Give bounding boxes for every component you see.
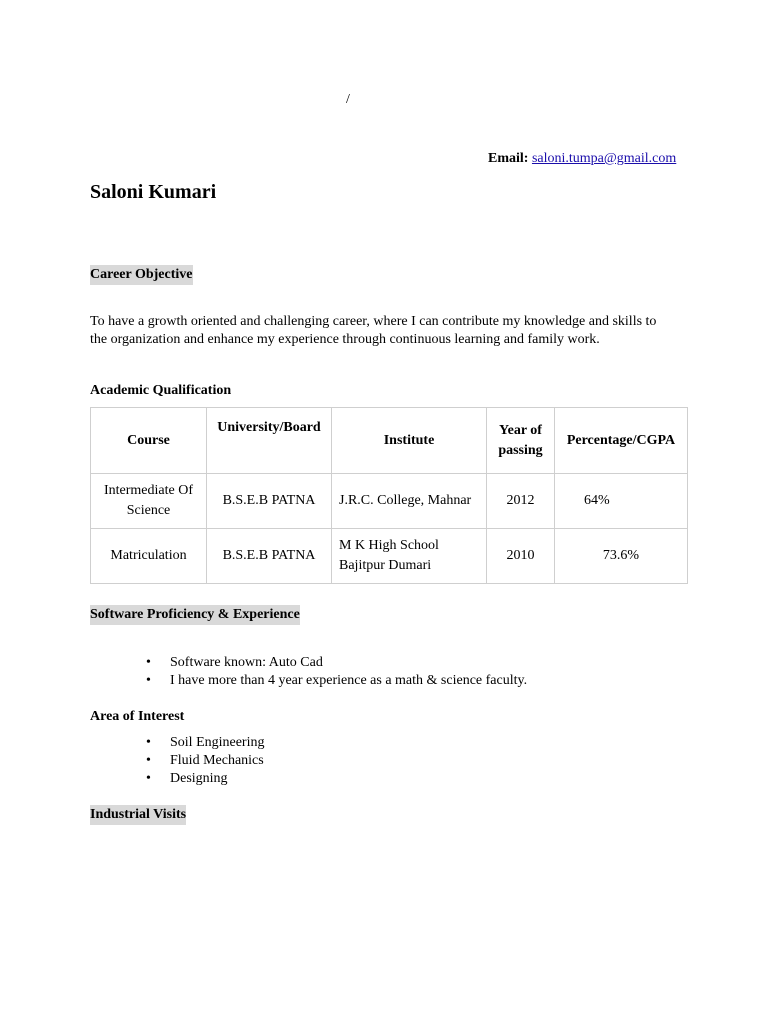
cell-percentage: 73.6% [555, 529, 688, 584]
list-item-text: I have more than 4 year experience as a math & science faculty. [170, 673, 528, 688]
list-item [146, 752, 546, 770]
career-objective-text: To have a growth oriented and challenging career, where I can contribute my knowledge and skills to the organization and enhance my experience through continuous learning and family work. [90, 314, 657, 347]
table-row [91, 474, 688, 529]
software-list [146, 654, 706, 690]
list-item [146, 770, 546, 788]
cell-institute [332, 474, 487, 529]
bullet-icon: • [146, 673, 151, 688]
email-label: Email: [488, 151, 529, 166]
career-objective-heading: Career Objective [90, 265, 193, 285]
list-item-text: Software known: Auto Cad [170, 655, 323, 670]
cell-percentage: 64% [555, 474, 688, 529]
cell-course: Intermediate Of Science [91, 474, 207, 529]
interest-list [146, 734, 546, 788]
area-of-interest-heading: Area of Interest [90, 709, 185, 724]
column-header-course: Course [91, 408, 207, 474]
list-item-text: Soil Engineering [170, 735, 265, 750]
cell-institute [332, 529, 487, 584]
email-link[interactable]: saloni.tumpa@gmail.com [531, 151, 677, 166]
list-item [146, 734, 546, 752]
list-item-text: Designing [170, 771, 228, 786]
header-slash: / [346, 92, 350, 107]
bullet-icon: • [146, 655, 151, 670]
industrial-visits-heading: Industrial Visits [90, 805, 186, 825]
academic-table [90, 407, 688, 584]
table-row [91, 529, 688, 584]
cell-university: B.S.E.B PATNA [207, 474, 332, 529]
academic-qualification-heading: Academic Qualification [90, 383, 232, 398]
column-header-year: Year of passing [487, 408, 555, 474]
contact-email [488, 151, 676, 167]
table-header-row [91, 408, 688, 474]
cell-university: B.S.E.B PATNA [207, 529, 332, 584]
cell-year: 2012 [487, 474, 555, 529]
list-item [146, 654, 706, 672]
cell-institute-text: J.R.C. College, Mahnar [339, 493, 472, 508]
column-header-percentage: Percentage/CGPA [555, 408, 688, 474]
candidate-name: Saloni Kumari [90, 181, 217, 203]
column-header-university: University/Board [207, 408, 332, 474]
bullet-icon: • [146, 753, 151, 768]
software-heading: Software Proficiency & Experience [90, 605, 300, 625]
cell-course: Matriculation [91, 529, 207, 584]
bullet-icon: • [146, 771, 151, 786]
cell-institute-text: M K High School Bajitpur Dumari [339, 538, 439, 573]
column-header-institute: Institute [332, 408, 487, 474]
list-item [146, 672, 706, 690]
list-item-text: Fluid Mechanics [170, 753, 264, 768]
bullet-icon: • [146, 735, 151, 750]
cell-year: 2010 [487, 529, 555, 584]
